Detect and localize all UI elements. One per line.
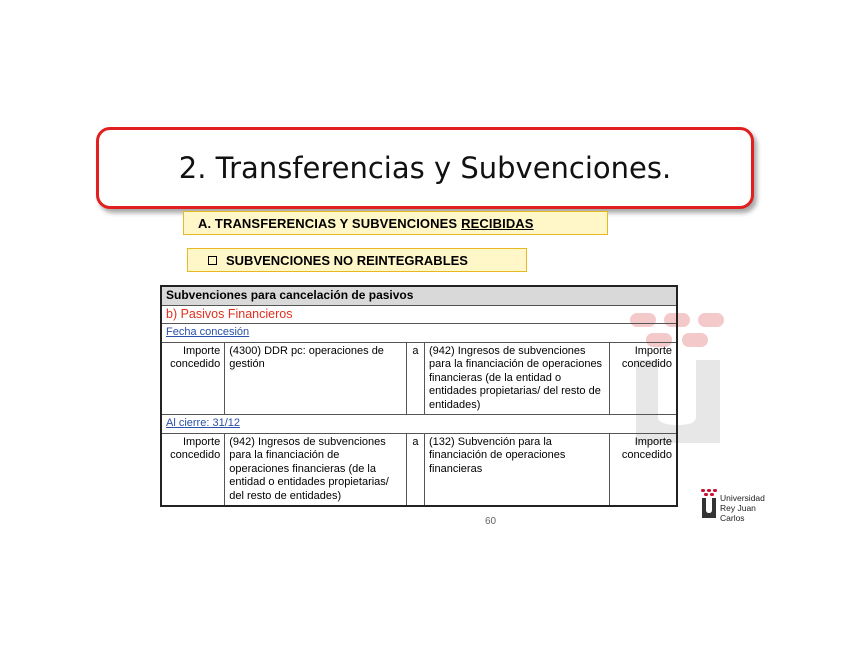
table-row: [161, 342, 677, 415]
checkbox-bullet-icon: [208, 256, 217, 265]
table-row: [161, 433, 677, 506]
credit-account: (132) Subvención para la financiación de operaciones financieras: [425, 433, 610, 506]
table-subheader: b) Pasivos Financieros: [161, 305, 677, 324]
section-heading-underlined: RECIBIDAS: [461, 215, 534, 231]
accounting-table: [160, 285, 678, 507]
section-label-fecha[interactable]: Fecha concesión: [161, 324, 677, 343]
debit-account: (4300) DDR pc: operaciones de gestión: [225, 342, 407, 415]
right-amount: Importe concedido: [609, 433, 677, 506]
a-separator: a: [406, 342, 424, 415]
left-amount: Importe concedido: [161, 433, 225, 506]
a-separator: a: [406, 433, 424, 506]
slide-title: 2. Transferencias y Subvenciones.: [178, 151, 672, 185]
subsection-heading-text: SUBVENCIONES NO REINTEGRABLES: [226, 252, 468, 268]
credit-account: (942) Ingresos de subvenciones para la financiación de operaciones financieras (de la entidad o entidades propietarias/ del resto de entidades): [425, 342, 610, 415]
urjc-logo-icon: [700, 488, 718, 520]
left-amount: Importe concedido: [161, 342, 225, 415]
section-heading: [183, 211, 608, 235]
slide-title-box: [96, 127, 754, 209]
right-amount: Importe concedido: [609, 342, 677, 415]
subsection-heading: [187, 248, 527, 272]
university-logo: [700, 488, 780, 522]
section-heading-text: A. TRANSFERENCIAS Y SUBVENCIONES: [198, 215, 458, 231]
table-header: Subvenciones para cancelación de pasivos: [161, 286, 677, 305]
page-number: 60: [485, 516, 497, 527]
debit-account: (942) Ingresos de subvenciones para la financiación de operaciones financieras (de la entidad o entidades propietarias/ del resto de entidades): [225, 433, 407, 506]
logo-line-2: Rey Juan Carlos: [720, 503, 756, 523]
section-label-cierre[interactable]: Al cierre: 31/12: [161, 415, 677, 434]
logo-line-1: Universidad: [720, 493, 765, 503]
